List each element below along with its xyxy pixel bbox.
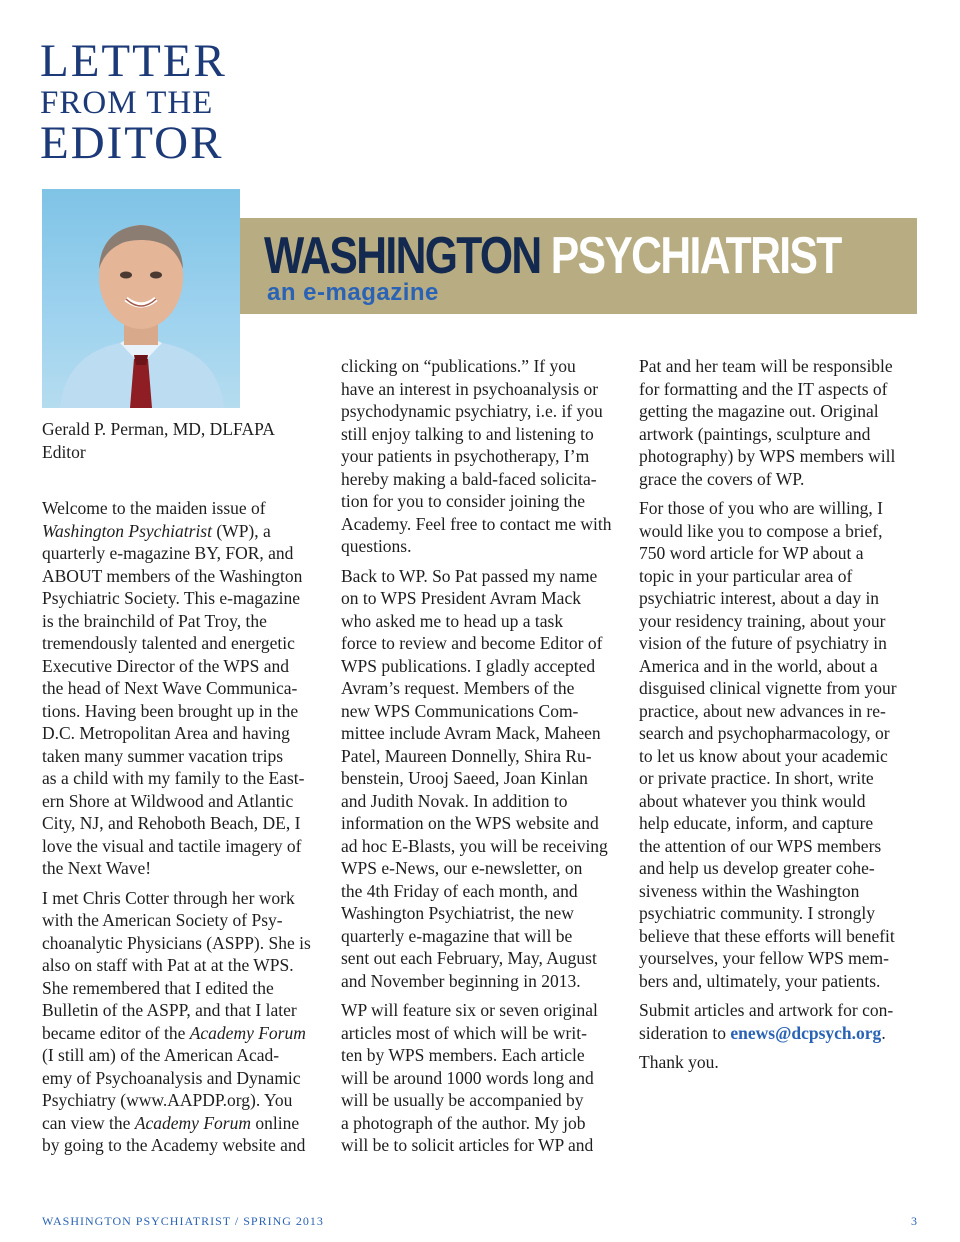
text-line bbox=[341, 767, 612, 790]
text-segment: search and psychopharmacology, or bbox=[639, 723, 890, 743]
text-segment: disguised clinical vignette from your bbox=[639, 678, 897, 698]
text-line bbox=[639, 767, 897, 790]
text-line bbox=[639, 722, 897, 745]
text-line bbox=[42, 954, 311, 977]
magazine-subtitle: an e-magazine bbox=[267, 279, 439, 306]
text-line bbox=[42, 520, 311, 543]
text-line bbox=[42, 1067, 311, 1090]
text-segment: can view the bbox=[42, 1112, 135, 1133]
text-segment: help educate, inform, and capture bbox=[639, 813, 874, 833]
text-line bbox=[639, 812, 897, 835]
text-line bbox=[341, 535, 612, 558]
text-segment: quarterly e-magazine that will be bbox=[341, 925, 573, 946]
text-segment: on to WPS President Avram Mack bbox=[341, 588, 581, 608]
article-column-3 bbox=[639, 355, 897, 1081]
text-segment: psychiatric interest, about a day in bbox=[639, 588, 880, 608]
text-segment: information on the WPS website and bbox=[341, 813, 599, 833]
text-line bbox=[639, 902, 897, 925]
text-segment: sent out each February, May, August bbox=[341, 948, 597, 968]
text-line bbox=[42, 1134, 311, 1157]
text-line bbox=[341, 378, 612, 401]
paragraph bbox=[341, 355, 612, 558]
text-segment: Thank you. bbox=[639, 1052, 719, 1072]
text-segment: siveness within the Washington bbox=[639, 880, 860, 901]
text-segment: Psychiatric Society. This e-magazine bbox=[42, 588, 301, 608]
text-line bbox=[341, 790, 612, 813]
text-segment: Bulletin of the ASPP, and that I later bbox=[42, 1000, 297, 1020]
text-line bbox=[341, 1089, 612, 1112]
text-line bbox=[42, 909, 311, 932]
text-segment: bers and, ultimately, your patients. bbox=[639, 970, 881, 991]
text-line bbox=[341, 812, 612, 835]
page-number: 3 bbox=[911, 1214, 917, 1228]
page-title bbox=[40, 35, 227, 169]
text-segment: taken many summer vacation trips bbox=[42, 745, 284, 766]
editor-role: Editor bbox=[42, 441, 86, 462]
text-segment: grace the covers of WP. bbox=[639, 468, 805, 489]
text-line bbox=[341, 722, 612, 745]
italic-title: Academy Forum bbox=[134, 1112, 251, 1133]
text-segment: hereby making a bald-faced solicita- bbox=[341, 468, 597, 489]
text-segment: believe that these efforts will benefit bbox=[639, 925, 895, 946]
text-segment: also on staff with Pat at at the WPS. bbox=[42, 955, 294, 975]
text-segment: choanalytic Physicians (ASPP). She is bbox=[42, 932, 311, 953]
text-line bbox=[341, 355, 612, 378]
text-segment: City, NJ, and Rehoboth Beach, DE, I bbox=[42, 813, 301, 833]
text-line bbox=[639, 542, 897, 565]
text-segment: artwork (paintings, sculpture and bbox=[639, 423, 871, 444]
text-segment: practice, about new advances in re- bbox=[639, 700, 886, 721]
magazine-wordmark bbox=[264, 226, 841, 286]
title-line-2: FROM THE bbox=[40, 85, 214, 121]
text-line bbox=[341, 857, 612, 880]
text-segment: the 4th Friday of each month, and bbox=[341, 880, 578, 901]
text-line bbox=[341, 700, 612, 723]
article-column-2 bbox=[341, 355, 612, 1164]
text-line bbox=[639, 857, 897, 880]
text-segment: online bbox=[250, 1112, 300, 1133]
text-line bbox=[341, 947, 612, 970]
text-line bbox=[639, 355, 897, 378]
text-segment: still enjoy talking to and listening to bbox=[341, 423, 594, 444]
text-line bbox=[42, 1022, 311, 1045]
text-segment: clicking on “publications.” If you bbox=[341, 356, 576, 376]
text-line bbox=[42, 632, 311, 655]
text-segment: photography) by WPS members will bbox=[639, 446, 896, 466]
text-line bbox=[341, 1044, 612, 1067]
text-line bbox=[639, 970, 897, 993]
editor-portrait-illustration bbox=[42, 189, 240, 408]
text-segment: the Next Wave! bbox=[42, 858, 152, 878]
text-segment: emy of Psychoanalysis and Dynamic bbox=[42, 1067, 301, 1088]
text-line bbox=[341, 677, 612, 700]
text-line bbox=[341, 880, 612, 903]
text-line bbox=[639, 565, 897, 588]
text-line bbox=[341, 1067, 612, 1090]
text-line bbox=[341, 745, 612, 768]
text-segment: ABOUT members of the Washington bbox=[42, 565, 303, 586]
editor-photo bbox=[42, 189, 240, 408]
text-line bbox=[42, 767, 311, 790]
text-line bbox=[639, 1051, 897, 1074]
text-segment: about whatever you think would bbox=[639, 790, 866, 811]
text-segment: America and in the world, about a bbox=[639, 655, 878, 676]
text-segment: or private practice. In short, write bbox=[639, 768, 874, 788]
text-line bbox=[639, 790, 897, 813]
text-line bbox=[341, 925, 612, 948]
text-segment: WPS e-News, our e-newsletter, on bbox=[341, 858, 583, 878]
text-segment: She remembered that I edited the bbox=[42, 977, 274, 998]
text-line bbox=[42, 655, 311, 678]
text-segment: your patients in psychotherapy, I’m bbox=[341, 446, 590, 466]
text-segment: who asked me to head up a task bbox=[341, 610, 564, 631]
text-segment: Avram’s request. Members of the bbox=[341, 678, 575, 698]
text-segment: the head of Next Wave Communica- bbox=[42, 678, 298, 698]
text-line bbox=[42, 1089, 311, 1112]
text-segment: getting the magazine out. Original bbox=[639, 401, 879, 421]
text-segment: force to review and become Editor of bbox=[341, 633, 603, 653]
text-line bbox=[42, 932, 311, 955]
text-segment: will be usually be accompanied by bbox=[341, 1090, 584, 1110]
text-line bbox=[42, 700, 311, 723]
text-segment: vision of the future of psychiatry in bbox=[639, 633, 887, 653]
text-segment: Pat and her team will be responsible bbox=[639, 356, 893, 376]
text-segment: psychodynamic psychiatry, i.e. if you bbox=[341, 401, 603, 421]
text-segment: as a child with my family to the East- bbox=[42, 768, 305, 788]
text-segment: mittee include Avram Mack, Maheen bbox=[341, 723, 601, 743]
text-line bbox=[639, 520, 897, 543]
text-line bbox=[639, 677, 897, 700]
text-line bbox=[341, 445, 612, 468]
text-line bbox=[639, 587, 897, 610]
text-segment: and help us develop greater cohe- bbox=[639, 858, 875, 878]
text-line bbox=[639, 400, 897, 423]
text-line bbox=[42, 745, 311, 768]
text-segment: ad hoc E-Blasts, you will be receiving bbox=[341, 835, 608, 856]
text-line bbox=[341, 970, 612, 993]
text-segment: ten by WPS members. Each article bbox=[341, 1045, 585, 1065]
text-line bbox=[639, 1022, 897, 1045]
text-segment: Psychiatry (www.AAPDP.org). You bbox=[42, 1090, 293, 1110]
text-segment: benstein, Urooj Saeed, Joan Kinlan bbox=[341, 768, 588, 788]
paragraph bbox=[341, 999, 612, 1157]
text-line bbox=[42, 790, 311, 813]
text-line bbox=[639, 999, 897, 1022]
text-segment: topic in your particular area of bbox=[639, 565, 853, 586]
text-line bbox=[42, 857, 311, 880]
text-line bbox=[639, 445, 897, 468]
text-segment: with the American Society of Psy- bbox=[42, 910, 283, 930]
text-line bbox=[341, 490, 612, 513]
wordmark-washington: WASHINGTON bbox=[264, 227, 541, 285]
editor-name: Gerald P. Perman, MD, DLFAPA bbox=[42, 419, 275, 439]
text-segment: Welcome to the maiden issue of bbox=[42, 498, 266, 518]
italic-title: Academy Forum bbox=[189, 1022, 306, 1043]
text-line bbox=[639, 880, 897, 903]
text-segment: by going to the Academy website and bbox=[42, 1135, 306, 1155]
text-line bbox=[639, 468, 897, 491]
text-segment: and Judith Novak. In addition to bbox=[341, 790, 568, 811]
text-line bbox=[42, 812, 311, 835]
paragraph bbox=[639, 355, 897, 490]
text-segment: Executive Director of the WPS and bbox=[42, 655, 290, 676]
text-segment: I met Chris Cotter through her work bbox=[42, 887, 295, 908]
text-line bbox=[341, 587, 612, 610]
text-segment: will be to solicit articles for WP and bbox=[341, 1135, 594, 1155]
text-line bbox=[42, 587, 311, 610]
text-line bbox=[341, 1134, 612, 1157]
text-line bbox=[42, 887, 311, 910]
email-link[interactable]: enews@dcpsych.org bbox=[730, 1022, 882, 1043]
text-line bbox=[341, 902, 612, 925]
text-line bbox=[639, 925, 897, 948]
text-segment: WP will feature six or seven original bbox=[341, 1000, 598, 1020]
paragraph bbox=[639, 497, 897, 992]
text-segment: will be around 1000 words long and bbox=[341, 1067, 594, 1088]
text-segment: tions. Having been brought up in the bbox=[42, 700, 299, 721]
text-line bbox=[639, 835, 897, 858]
text-segment: the attention of our WPS members bbox=[639, 835, 882, 856]
text-segment: Patel, Maureen Donnelly, Shira Ru- bbox=[341, 745, 592, 766]
title-line-3: EDITOR bbox=[40, 117, 224, 169]
text-segment: Academy. Feel free to contact me with bbox=[341, 513, 612, 534]
text-line bbox=[341, 513, 612, 536]
text-segment: sideration to bbox=[639, 1022, 731, 1043]
text-segment: WPS publications. I gladly accepted bbox=[341, 655, 596, 676]
text-line bbox=[639, 655, 897, 678]
text-line bbox=[639, 632, 897, 655]
text-segment: love the visual and tactile imagery of bbox=[42, 835, 302, 856]
title-line-1: LETTER bbox=[40, 35, 227, 87]
text-segment: For those of you who are willing, I bbox=[639, 498, 883, 518]
text-line bbox=[341, 565, 612, 588]
text-line bbox=[639, 610, 897, 633]
text-segment: yourselves, your fellow WPS mem- bbox=[639, 948, 889, 968]
text-segment: . bbox=[881, 1022, 886, 1043]
footer-publication: WASHINGTON PSYCHIATRIST / SPRING 2013 bbox=[42, 1214, 324, 1228]
text-line bbox=[341, 999, 612, 1022]
text-segment: psychiatric community. I strongly bbox=[639, 903, 876, 923]
text-segment: a photograph of the author. My job bbox=[341, 1112, 586, 1133]
paragraph bbox=[639, 999, 897, 1044]
text-line bbox=[341, 835, 612, 858]
text-segment: (WP), a bbox=[211, 520, 271, 541]
wordmark-psychiatrist: PSYCHIATRIST bbox=[550, 227, 841, 285]
text-line bbox=[42, 722, 311, 745]
article-column-1 bbox=[42, 497, 311, 1164]
text-line bbox=[639, 947, 897, 970]
paragraph bbox=[42, 887, 311, 1157]
text-segment: have an interest in psychoanalysis or bbox=[341, 378, 599, 399]
text-line bbox=[341, 655, 612, 678]
text-segment: articles most of which will be writ- bbox=[341, 1022, 587, 1043]
text-segment: would like you to compose a brief, bbox=[639, 520, 883, 541]
text-line bbox=[341, 423, 612, 446]
text-line bbox=[42, 1112, 311, 1135]
text-line bbox=[639, 378, 897, 401]
text-line bbox=[42, 497, 311, 520]
text-line bbox=[639, 700, 897, 723]
text-line bbox=[42, 610, 311, 633]
text-segment: to let us know about your academic bbox=[639, 745, 888, 766]
text-line bbox=[639, 423, 897, 446]
text-segment: 750 word article for WP about a bbox=[639, 543, 864, 563]
paragraph bbox=[42, 497, 311, 880]
text-line bbox=[341, 1022, 612, 1045]
text-line bbox=[639, 745, 897, 768]
text-segment: new WPS Communications Com- bbox=[341, 700, 579, 721]
text-segment: Washington Psychiatrist, the new bbox=[341, 903, 574, 923]
text-segment: quarterly e-magazine BY, FOR, and bbox=[42, 543, 294, 563]
text-segment: tremendously talented and energetic bbox=[42, 633, 295, 653]
text-segment: Submit articles and artwork for con- bbox=[639, 1000, 894, 1020]
text-line bbox=[42, 977, 311, 1000]
text-segment: Back to WP. So Pat passed my name bbox=[341, 565, 598, 586]
paragraph bbox=[341, 565, 612, 993]
italic-title: Washington Psychiatrist bbox=[42, 520, 212, 541]
text-line bbox=[42, 999, 311, 1022]
text-line bbox=[341, 610, 612, 633]
text-segment: became editor of the bbox=[42, 1022, 190, 1043]
text-line bbox=[639, 497, 897, 520]
text-line bbox=[341, 468, 612, 491]
text-line bbox=[42, 1044, 311, 1067]
text-line bbox=[341, 1112, 612, 1135]
text-segment: is the brainchild of Pat Troy, the bbox=[42, 610, 267, 631]
editor-byline bbox=[42, 418, 275, 463]
paragraph bbox=[639, 1051, 897, 1074]
text-line bbox=[42, 677, 311, 700]
text-segment: and November beginning in 2013. bbox=[341, 970, 581, 991]
text-line bbox=[42, 542, 311, 565]
text-segment: D.C. Metropolitan Area and having bbox=[42, 723, 290, 743]
text-line bbox=[42, 565, 311, 588]
text-segment: tion for you to consider joining the bbox=[341, 491, 585, 511]
text-segment: your residency training, about your bbox=[639, 610, 886, 631]
text-line bbox=[42, 835, 311, 858]
text-segment: for formatting and the IT aspects of bbox=[639, 378, 888, 399]
text-line bbox=[341, 400, 612, 423]
text-segment: ern Shore at Wildwood and Atlantic bbox=[42, 790, 294, 811]
text-segment: (I still am) of the American Acad- bbox=[42, 1045, 280, 1065]
text-segment: questions. bbox=[341, 536, 412, 556]
text-line bbox=[341, 632, 612, 655]
